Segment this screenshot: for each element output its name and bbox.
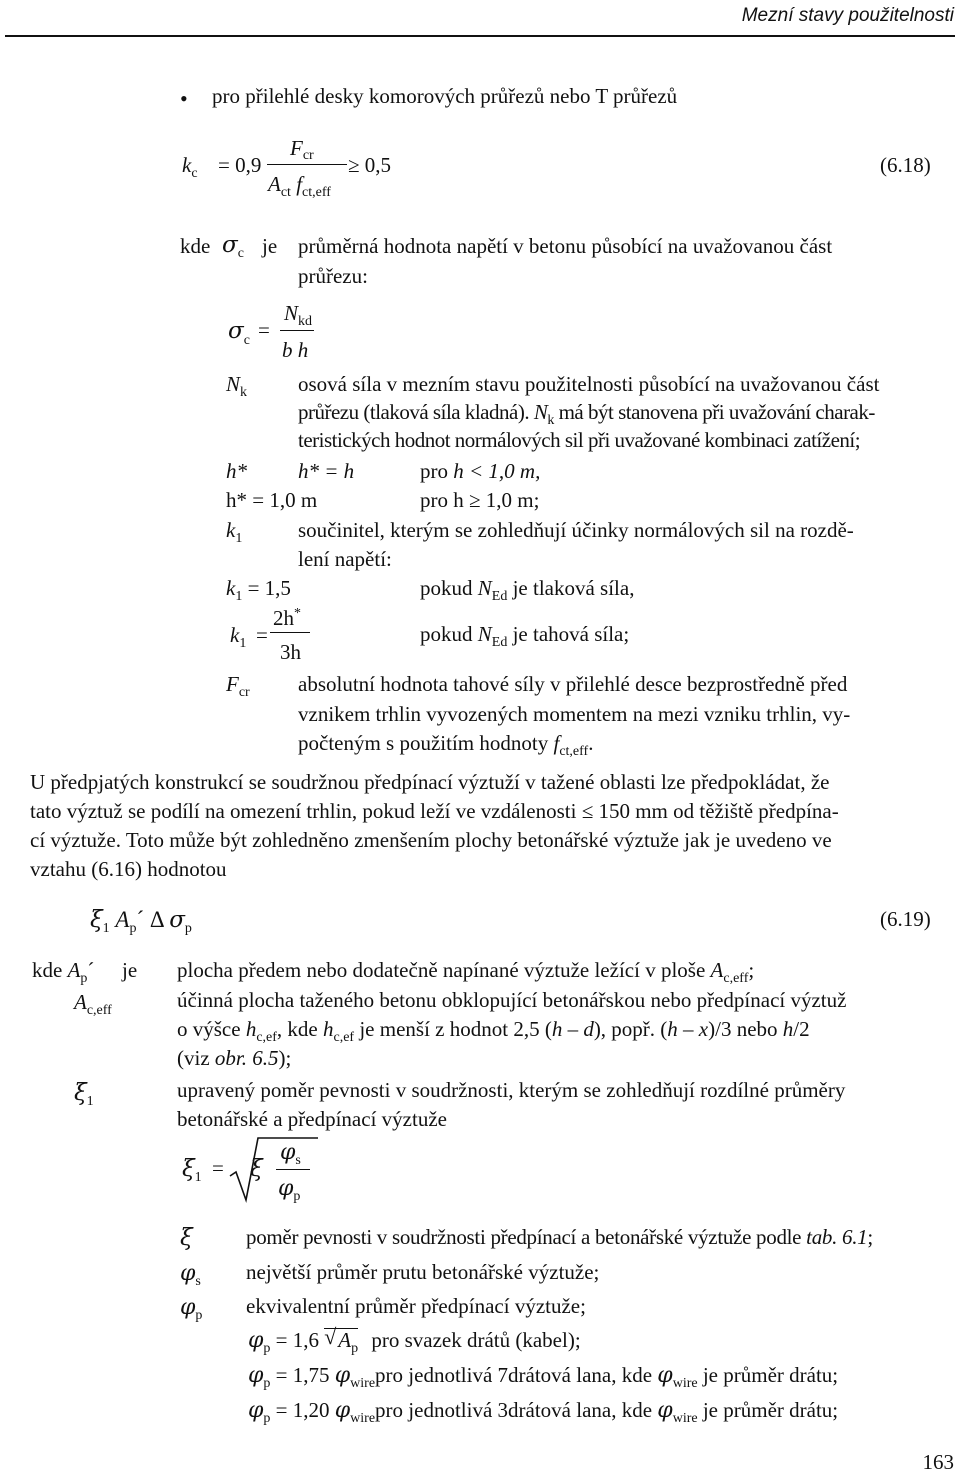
- def-sigma-sub: c: [237, 246, 244, 261]
- page-number: 163: [922, 1450, 954, 1474]
- def-phis-text: největší průměr prutu betonářské výztuže;: [246, 1260, 600, 1284]
- def-Ap-lead: kde $A_p´$: [32, 958, 95, 986]
- def-Nk-sub: k: [240, 385, 248, 400]
- def-Aceff-line2: o výšce $h_{c,ef}$, kde $h_{c,ef}$ je menší z hodnot 2,5 (h – d), popř. (h – x)/3 nebo h/2: [177, 1017, 810, 1045]
- def-phip-text: ekvivalentní průměr předpínací výztuže;: [246, 1294, 586, 1318]
- def-xi1-line1: upravený poměr pevnosti v soudržnosti, kterým se zohledňují rozdílné průměry: [177, 1078, 846, 1102]
- def-Fcr-line2: vznikem trhlin vyvozených momentem na mezi vzniku trhlin, vy-: [298, 702, 851, 726]
- def-k1-line2: lení napětí:: [298, 547, 392, 571]
- phip-case-1: $\varphi_p = 1,6$ √ $A_p$ pro svazek drátů (kabel);: [248, 1324, 581, 1356]
- eq-num-sub: cr: [302, 148, 314, 163]
- def-sigma-symbol: σ: [222, 232, 238, 258]
- sqrt-icon: [228, 1134, 320, 1206]
- eq-den-sub1: ct: [280, 185, 291, 200]
- eq-sigma-num-sub: kd: [298, 314, 313, 329]
- def-xi1-line2: betonářské a předpínací výztuže: [177, 1107, 447, 1131]
- def-k1-line1: součinitel, kterým se zohledňují účinky normálových sil na rozdě-: [298, 518, 854, 542]
- def-Fcr-sub: cr: [238, 685, 250, 700]
- def-k1-sub: 1: [235, 531, 243, 546]
- def-Nk-line3: teristických hodnot normálových sil při uvažované kombinaci zatížení;: [298, 428, 861, 452]
- def-xi1-symbol: ξ: [74, 1080, 87, 1106]
- def-h-row2-expr: h* = 1,0 m: [226, 488, 318, 512]
- def-Aceff-line3: (viz obr. 6.5);: [177, 1046, 292, 1070]
- def-Ap-je: je: [122, 958, 138, 982]
- def-lead: kde: [180, 234, 211, 258]
- eq-rhs: ≥ 0,5: [348, 153, 392, 177]
- def-je: je: [262, 234, 278, 258]
- paragraph-line2: tato výztuž se podílí na omezení trhlin, pokud leží ve vzdálenosti ≤ 150 mm od těžiště předpína-: [30, 799, 839, 823]
- equation-number: (6.19): [880, 907, 931, 931]
- def-xi1-sub: 1: [86, 1094, 94, 1109]
- def-phip-symbol: $\varphi_p$: [180, 1295, 203, 1323]
- eq-k-symbol: k: [182, 153, 192, 177]
- def-Ap-text: plocha předem nebo dodatečně napínané výztuže ležící v ploše $A_{c,eff}$;: [177, 958, 755, 986]
- def-h-row1-cond: pro h < 1,0 m,: [420, 459, 541, 483]
- paragraph-line4: vztahu (6.16) hodnotou: [30, 857, 227, 881]
- def-phis-symbol: $\varphi_s$: [180, 1261, 201, 1289]
- def-Nk-line1: osová síla v mezním stavu použitelnosti působící na uvažovanou část: [298, 372, 880, 396]
- eq-den-A: A: [268, 172, 281, 196]
- def-h-row2-cond: pro h ≥ 1,0 m;: [420, 488, 540, 512]
- fraction-bar: [267, 164, 347, 165]
- def-sigma-line1: průměrná hodnota napětí v betonu působící na uvažovanou část: [298, 234, 833, 258]
- fraction-bar: [280, 330, 314, 331]
- equation-6-19: $\xi_1$ $A_p´$ Δ $\sigma_p$: [90, 907, 192, 936]
- eq-num-F: F: [290, 136, 303, 160]
- def-h-row1-expr: h* = h: [298, 459, 355, 483]
- def-k1-case1-cond: pokud $N_{Ed}$ je tlaková síla,: [420, 576, 635, 604]
- eq-den-sub2: ct,eff: [302, 185, 331, 200]
- eq-k-sub: c: [191, 166, 198, 181]
- def-sigma-line2: průřezu:: [298, 264, 368, 288]
- equation-number: (6.18): [880, 153, 931, 177]
- header-rule: [5, 35, 955, 37]
- def-k1-case1: $k_1 = 1,5$: [226, 576, 291, 604]
- eq-prefix: = 0,9: [218, 153, 262, 177]
- def-h-symbol: h*: [226, 459, 247, 483]
- bullet-text: pro přilehlé desky komorových průřezů nebo T průřezů: [212, 84, 678, 108]
- phip-case-2: $\varphi_p = 1,75$ $\varphi_{wire}pro$ jednotlivá 7drátová lana, kde $\varphi_{wire}$ je průměr drátu;: [248, 1363, 839, 1391]
- def-xi-text: poměr pevnosti v soudržnosti předpínací a betonářské výztuže podle tab. 6.1;: [246, 1225, 873, 1249]
- def-Aceff-symbol: A: [74, 990, 87, 1014]
- def-Fcr-symbol: F: [226, 672, 239, 696]
- running-header: Mezní stavy použitelnosti: [741, 5, 954, 26]
- def-xi-symbol: ξ: [180, 1225, 193, 1251]
- def-Aceff-line1: účinná plocha taženého betonu obklopující betonářskou nebo předpínací výztuž: [177, 988, 847, 1012]
- eq-den-f: f: [296, 172, 303, 196]
- eq-sigma-num: N: [284, 301, 299, 325]
- eq-sigma-symbol: σ: [228, 318, 244, 344]
- eq-sigma-eq: =: [258, 318, 270, 342]
- def-Aceff-sub: c,eff: [86, 1003, 112, 1018]
- paragraph-line1: U předpjatých konstrukcí se soudržnou předpínací výztuží v tažené oblasti lze předpokládat, že: [30, 770, 830, 794]
- bullet-icon: •: [180, 86, 188, 111]
- eq-sigma-den: b h: [282, 338, 309, 362]
- def-Fcr-line3: počteným s použitím hodnoty $f_{ct,eff}$.: [298, 731, 594, 759]
- def-Nk-line2: průřezu (tlaková síla kladná). $N_k$ má být stanovena při uvažování charak-: [298, 400, 875, 428]
- paragraph-line3: cí výztuže. Toto může být zohledněno zmenšením plochy betonářské výztuže jak je uvedeno ve: [30, 828, 832, 852]
- def-k1-case2-cond: pokud $N_{Ed}$ je tahová síla;: [420, 622, 630, 650]
- def-Nk-symbol: N: [226, 372, 241, 396]
- def-k1-symbol: k: [226, 518, 236, 542]
- phip-case-3: $\varphi_p = 1,20$ $\varphi_{wire}pro$ jednotlivá 3drátová lana, kde $\varphi_{wire}$ je průměr drátu;: [248, 1398, 839, 1426]
- eq-sigma-sub: c: [243, 333, 250, 348]
- def-Fcr-line1: absolutní hodnota tahové síly v přilehlé desce bezprostředně před: [298, 672, 848, 696]
